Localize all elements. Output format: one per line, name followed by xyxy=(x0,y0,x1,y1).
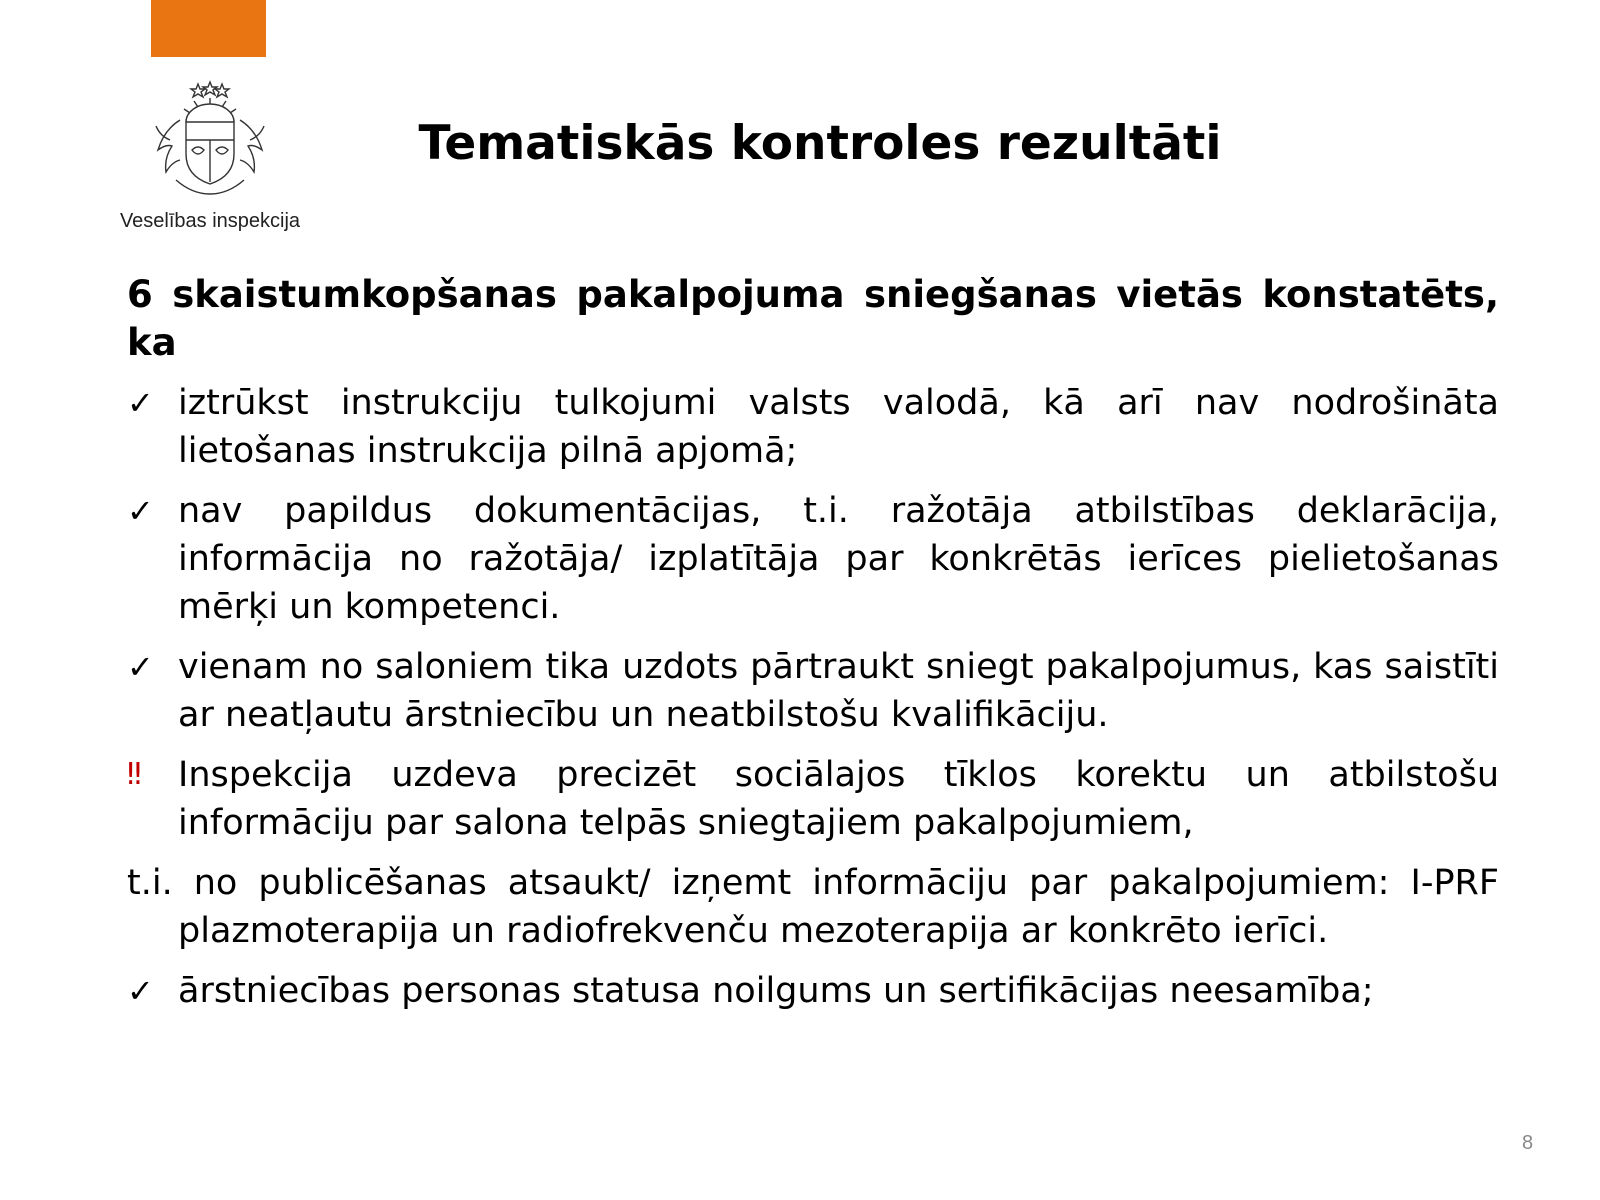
list-item xyxy=(127,967,1499,1015)
list-item xyxy=(127,751,1499,847)
list-item-text: t.i. no publicēšanas atsaukt/ izņemt informāciju par pakalpojumiem: I-PRF plazmoterapija un radiofrekvenču mezoterapija ar konkrēto ierīci. xyxy=(127,863,1499,951)
page-number: 8 xyxy=(1522,1132,1534,1154)
checkmark-icon: ✓ xyxy=(127,648,154,686)
intro-text: 6 skaistumkopšanas pakalpojuma sniegšanas vietās konstatēts, ka xyxy=(127,273,1499,364)
list-item-text: Inspekcija uzdeva precizēt sociālajos tīklos korektu un atbilstošu informāciju par salona telpās sniegtajiem pakalpojumiem, xyxy=(178,755,1499,843)
list-item-text: nav papildus dokumentācijas, t.i. ražotāja atbilstības deklarācija, informācija no ražotāja/ izplatītāja par konkrētās ierīces pielietošanas mērķi un kompetenci. xyxy=(178,491,1499,627)
list-item xyxy=(127,643,1499,739)
list-item-text: vienam no saloniem tika uzdots pārtraukt sniegt pakalpojumus, kas saistīti ar neatļautu ārstniecību un neatbilstošu kvalifikāciju. xyxy=(178,647,1499,735)
list-item-text: ārstniecības personas statusa noilgums un sertifikācijas neesamība; xyxy=(178,971,1374,1011)
list-item xyxy=(127,379,1499,475)
double-exclamation-icon: ‼ xyxy=(127,757,142,792)
checkmark-icon: ✓ xyxy=(127,492,154,530)
list-item xyxy=(127,487,1499,631)
slide-body xyxy=(127,271,1499,1027)
page-title: Tematiskās kontroles rezultāti xyxy=(418,116,1222,171)
checkmark-icon: ✓ xyxy=(127,972,154,1010)
accent-bar xyxy=(151,0,266,57)
list-item-text: iztrūkst instrukciju tulkojumi valsts valodā, kā arī nav nodrošināta lietošanas instrukcija pilnā apjomā; xyxy=(178,383,1499,471)
list-item xyxy=(127,859,1499,955)
logo-caption: Veselības inspekcija xyxy=(119,210,301,232)
latvian-coat-of-arms-icon xyxy=(146,80,270,200)
checkmark-icon: ✓ xyxy=(127,384,154,422)
